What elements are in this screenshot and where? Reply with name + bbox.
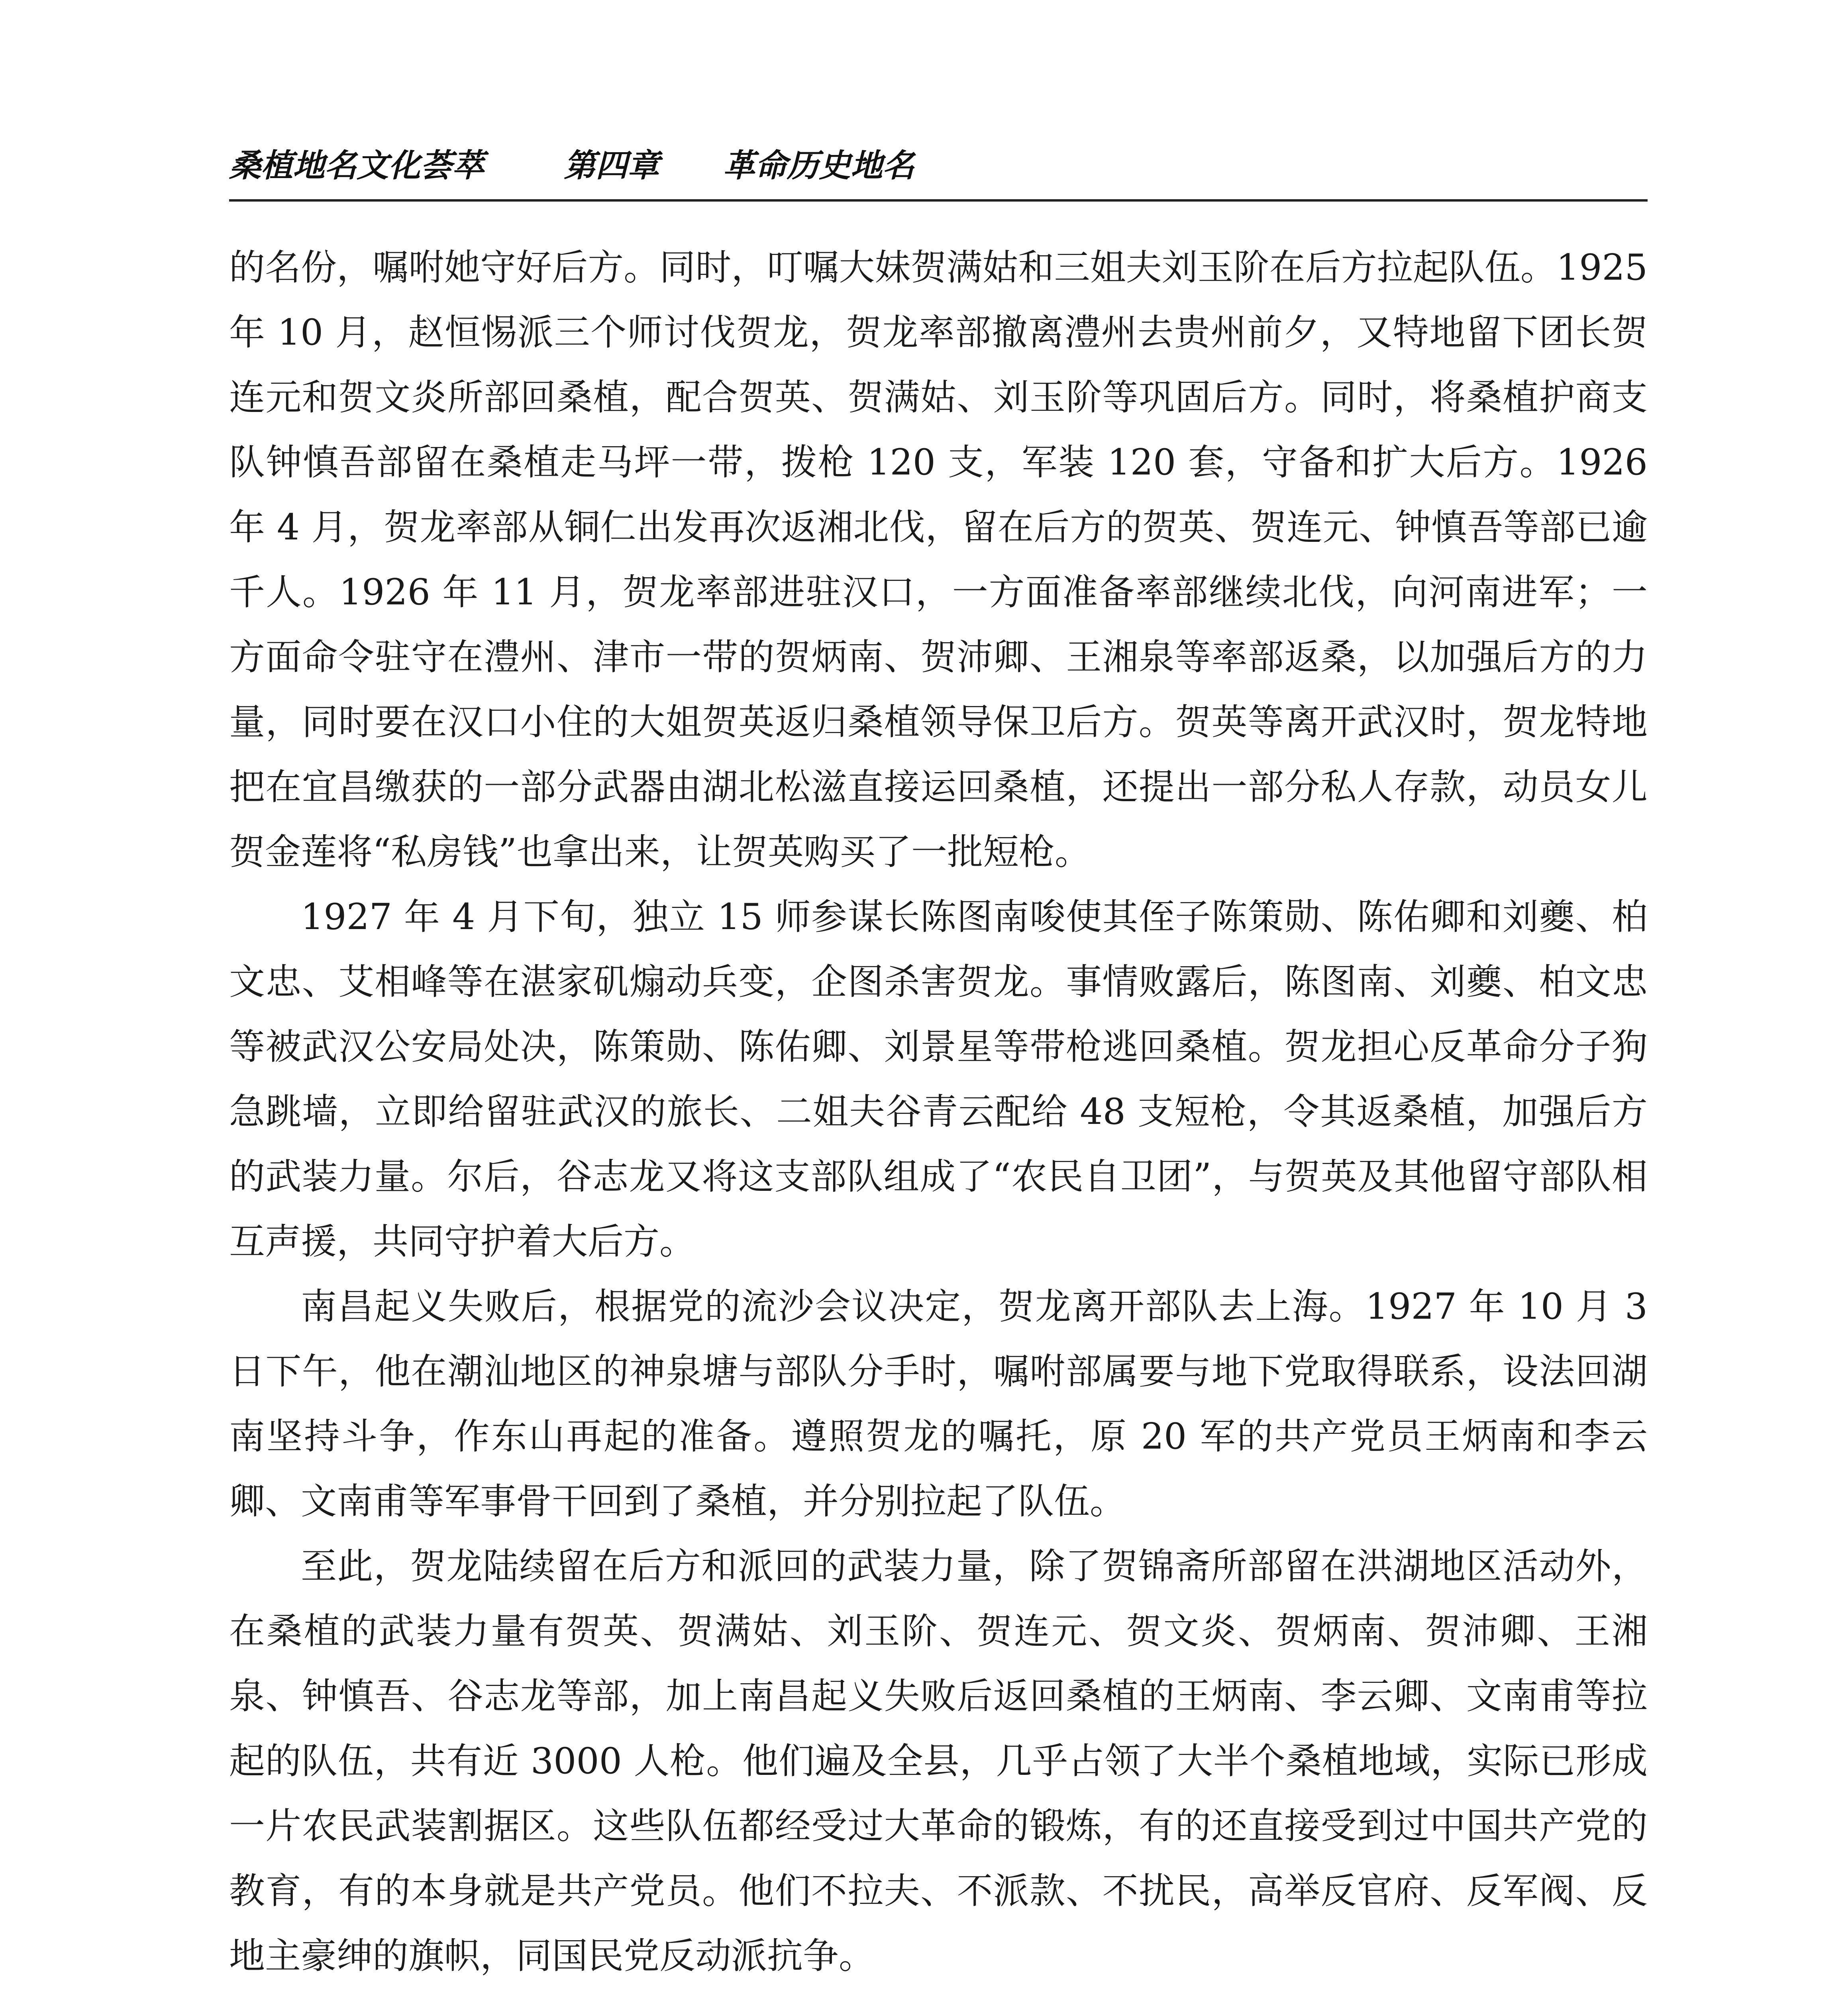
header-chapter-title: 革命历史地名 xyxy=(723,147,914,184)
body-text xyxy=(229,235,1648,1992)
paragraph: 南昌起义失败后，根据党的流沙会议决定，贺龙离开部队去上海。1927 年 10 月 3 日下午，他在潮汕地区的神泉塘与部队分手时，嘱咐部属要与地下党取得联系，设法回湖南坚持斗争，作东山再起的准备。遵照贺龙的嘱托，原 20 军的共产党员王炳南和李云卿、文南甫等军事骨干回到了桑植，并分别拉起了队伍。 xyxy=(229,1286,1648,1522)
paragraph xyxy=(229,1988,1648,1992)
paragraph-continued: 的名份，嘱咐她守好后方。同时，叮嘱大妹贺满姑和三姐夫刘玉阶在后方拉起队伍。1925 年 10 月，赵恒惕派三个师讨伐贺龙，贺龙率部撤离澧州去贵州前夕，又特地留下团长贺连元和贺文炎所部回桑植，配合贺英、贺满姑、刘玉阶等巩固后方。同时，将桑植护商支队钟慎吾部留在桑植走马坪一带，拨枪 120 支，军装 120 套，守备和扩大后方。1926 年 4 月，贺龙率部从铜仁出发再次返湘北伐，留在后方的贺英、贺连元、钟慎吾等部已逾千人。1926 年 11 月，贺龙率部进驻汉口，一方面准备率部继续北伐，向河南进军；一方面命令驻守在澧州、津市一带的贺炳南、贺沛卿、王湘泉等率部返桑，以加强后方的力量，同时要在汉口小住的大姐贺英返归桑植领导保卫后方。贺英等离开武汉时，贺龙特地把在宜昌缴获的一部分武器由湖北松滋直接运回桑植，还提出一部分私人存款，动员女儿贺金莲将“私房钱”也拿出来，让贺英购买了一批短枪。 xyxy=(229,247,1648,873)
header-rule xyxy=(229,199,1648,202)
paragraph: 至此，贺龙陆续留在后方和派回的武装力量，除了贺锦斋所部留在洪湖地区活动外，在桑植的武装力量有贺英、贺满姑、刘玉阶、贺连元、贺文炎、贺炳南、贺沛卿、王湘泉、钟慎吾、谷志龙等部，加上南昌起义失败后返回桑植的王炳南、李云卿、文南甫等拉起的队伍，共有近 3000 人枪。他们遍及全县，几乎占领了大半个桑植地域，实际已形成一片农民武装割据区。这些队伍都经受过大革命的锻炼，有的还直接受到过中国共产党的教育，有的本身就是共产党员。他们不拉夫、不派款、不扰民，高举反官府、反军阀、反地主豪绅的旗帜，同国民党反动派抗争。 xyxy=(229,1545,1648,1977)
header-chapter: 第四章 xyxy=(564,147,659,184)
paragraph: 1927 年 4 月下旬，独立 15 师参谋长陈图南唆使其侄子陈策勋、陈佑卿和刘夔、柏文忠、艾相峰等在湛家矶煽动兵变，企图杀害贺龙。事情败露后，陈图南、刘夔、柏文忠等被武汉公安局处决，陈策勋、陈佑卿、刘景星等带枪逃回桑植。贺龙担心反革命分子狗急跳墙，立即给留驻武汉的旅长、二姐夫谷青云配给 48 支短枪，令其返桑植，加强后方的武装力量。尔后，谷志龙又将这支部队组成了“农民自卫团”，与贺英及其他留守部队相互声援，共同守护着大后方。 xyxy=(229,896,1648,1263)
running-header xyxy=(229,141,1648,189)
header-book-title: 桑植地名文化荟萃 xyxy=(229,147,484,184)
